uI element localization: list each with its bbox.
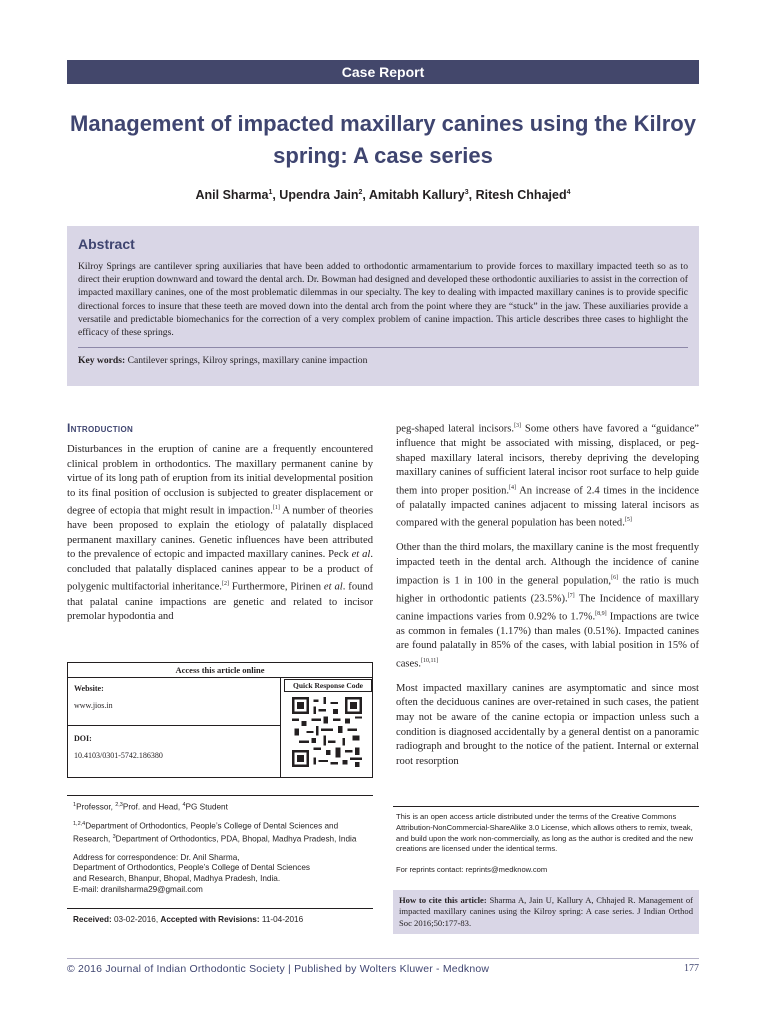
license-divider (393, 806, 699, 807)
text-run: peg-shaped lateral incisors. (396, 423, 515, 435)
body-paragraph (396, 682, 699, 769)
author-name: Amitabh Kallury (368, 188, 465, 202)
license-text: This is an open access article distributed under the terms of the Creative Commons Attribution-NonCommercial-ShareAlike 3.0 License, which allows others to remix, tweak, and build upon the work non-commercially, as long as the author is credited and the new creations are licensed under the identical terms. (396, 812, 694, 854)
article-title: Management of impacted maxillary canines using the Kilroy spring: A case series (70, 111, 696, 168)
body-paragraph (396, 541, 699, 672)
received-dates (73, 915, 303, 924)
access-article-box (67, 662, 373, 778)
keywords-text: Cantilever springs, Kilroy springs, maxillary canine impaction (127, 355, 368, 367)
author-sup: 1 (268, 188, 273, 196)
text-run: et al (351, 549, 371, 561)
left-column (67, 443, 373, 631)
accepted-date: 11-04-2016 (259, 915, 304, 924)
affiliation-sup: 1 (73, 802, 77, 808)
qr-label: Quick Response Code (284, 679, 372, 692)
correspondence-line: and Research, Bhanpur, Bhopal, Madhya Pradesh, India. (73, 874, 281, 884)
body-paragraph (396, 419, 699, 531)
affiliation-sup: 3 (112, 834, 116, 841)
text-run: The Incidence of maxillary canine impactions varies from 0.92% to 1.7%. (396, 593, 699, 623)
text-run: . found that palatal canine impactions are genetic and related to incisor premolar hypodontia and (67, 581, 374, 623)
author-sup: 3 (464, 188, 469, 196)
citation-ref[interactable]: [4] (509, 484, 517, 491)
text-run: Department of Orthodontics, PDA, Bhopal, Madhya Pradesh, India (115, 834, 357, 844)
text-run: . concluded that palatally displaced canines appear to be a product of polygenic multifactorial inheritance. (67, 549, 373, 593)
page-number: 177 (684, 963, 699, 974)
text-run: Department of Orthodontics, People’s College of Dental Sciences and Research, (73, 821, 339, 844)
affiliation-positions (73, 800, 373, 814)
author-sup: 2 (358, 188, 363, 196)
citation-ref[interactable]: [1] (272, 505, 280, 512)
text-run: An increase of 2.4 times in the incidence of palatally impacted canines adjacent to missing lateral incisors as compared with the general population has been noted. (396, 485, 699, 529)
correspondence-line: Address for correspondence: Dr. Anil Sharma, (73, 852, 240, 862)
author-name: Ritesh Chhajed (475, 188, 567, 202)
affiliation-sup: 4 (182, 802, 186, 808)
body-paragraph (67, 443, 373, 625)
text-run: Other than the third molars, the maxillary canine is the most frequently impacted teeth in the dental arch. Although the incidence of canine impaction is 1 in 100 in the general population, (396, 542, 699, 587)
footer-text: © 2016 Journal of Indian Orthodontic Society | Published by Wolters Kluwer - Medknow (67, 963, 490, 975)
text-run: Impactions are twice as common in females (1.17%) than males (0.51%). Impacted canines are found palatally in 85% of the cases, with labial position in 15% of cases. (396, 611, 700, 670)
reprints-contact[interactable]: For reprints contact: reprints@medknow.com (396, 865, 548, 874)
footer-divider (67, 958, 699, 959)
text-run: et al (323, 581, 343, 593)
website-label: Website: (74, 684, 104, 693)
abstract-divider (78, 347, 688, 348)
affiliation-divider (67, 795, 373, 796)
citation-text: Sharma A, Jain U, Kallury A, Chhajed R. Management of impacted maxillary canines using the Kilroy spring: A case series. J Indian Orthod Soc 2016;50:177-83. (399, 895, 694, 928)
text-run: Most impacted maxillary canines are asymptomatic and since most often the deciduous canines are over-retained in such cases, the patient may not be aware of the canine ectopia or impaction unless such a condition is diagnosed accidentally by a general dentist on a panoramic radiograph and brought to the notice of the patient. Internal or external root resorption (396, 682, 699, 767)
access-divider (280, 677, 281, 777)
accepted-label: Accepted with Revisions: (160, 915, 260, 924)
doi-label: DOI: (74, 734, 92, 743)
affiliation-sup: 2,3 (115, 802, 123, 808)
affiliations (73, 800, 373, 896)
section-label: Case Report (341, 64, 425, 80)
affiliation-sup: 1,2,4 (73, 820, 86, 827)
received-date: 03-02-2016, (111, 915, 161, 924)
citation-ref[interactable]: [2] (221, 581, 229, 588)
affiliation-departments (73, 819, 373, 846)
citation-ref[interactable]: [5] (624, 517, 632, 524)
correspondence (73, 853, 373, 896)
access-info (74, 683, 274, 761)
doi-link[interactable]: 10.4103/0301-5742.186380 (74, 751, 163, 760)
received-label: Received: (73, 915, 112, 924)
abstract-box (67, 226, 699, 386)
correspondence-email[interactable]: E-mail: dranilsharma29@gmail.com (73, 884, 203, 894)
keywords-label: Key words: (78, 355, 126, 367)
text-run: Some others have favored a “guidance” influence that might be associated with missing, displaced, or peg-shaped maxillary lateral incisors, thereby depriving the developing maxillary canines of sufficient lateral incisor root surface to help guide them into proper position. (396, 423, 700, 497)
text-run: Professor, (76, 802, 116, 812)
citation-label: How to cite this article: (399, 895, 487, 905)
author-list: Anil Sharma$^1$, Upendra Jain$^2$, Amitabh Kallury$^3$, Ritesh Chhajed$^4$ (195, 188, 571, 202)
citation-ref[interactable]: [7] (567, 592, 575, 599)
received-divider (67, 908, 373, 909)
text-run: Disturbances in the eruption of canine are a frequently encountered clinical problem in orthodontics. The maxillary permanent canine by virtue of its long path of eruption from its initial developmental position to its final position of occlusion is subjected to greater displacement or degree of ectopia that might result in impaction. (67, 444, 373, 517)
section-label-band (67, 60, 699, 84)
citation-box (393, 890, 699, 934)
citation-ref[interactable]: [10,11] (421, 657, 439, 664)
text-run: PG Student (185, 802, 228, 812)
author-sup: 4 (566, 188, 571, 196)
qr-code-icon[interactable] (292, 695, 362, 769)
text-run: Prof. and Head, (122, 802, 183, 812)
citation-ref[interactable]: [6] (611, 574, 619, 581)
citation-ref[interactable]: [8,9] (595, 610, 607, 617)
correspondence-line: Department of Orthodontics, People’s College of Dental Sciences (73, 863, 310, 873)
text-run: Furthermore, Pirinen (228, 581, 324, 593)
author-name: Upendra Jain (279, 188, 359, 202)
section-heading-introduction: Introduction (67, 421, 134, 435)
text-run: the ratio is much higher in orthodontic patients (23.5%). (396, 575, 699, 605)
abstract-heading: Abstract (78, 236, 135, 252)
access-heading: Access this article online (68, 663, 372, 678)
citation-ref[interactable]: [3] (514, 423, 522, 429)
website-link[interactable]: www.jios.in (74, 701, 113, 710)
author-name: Anil Sharma (195, 188, 269, 202)
abstract-text: Kilroy Springs are cantilever spring auxiliaries that have been added to orthodontic armamentarium to provide forces to maxillary impacted teeth so as to direct their eruption downward and toward the dental arch. Dr. Bowman had designed and developed these orthodontic auxiliaries to assist in the correction of impacted maxillary canines, one of the most problematic dilemmas in our specialty. The key to dealing with impacted maxillary canines is to provide specific directional forces to insure that these teeth are moved down into the dental arch from the point where they are “stuck” in the jaw. These auxiliaries provide a versatile and predictable biomechanics for the correction of a very complex problem of canine impaction. This article describes three cases to highlight the efficacy of these springs. (78, 261, 688, 339)
keywords (78, 355, 688, 366)
text-run: A number of theories have been proposed to explain the etiology of palatally displaced permanent maxillary canines. Genetic influences have been attributed to the prevalence of ectopic and impacted maxillary canines. Peck (67, 505, 374, 561)
right-column (396, 419, 699, 775)
